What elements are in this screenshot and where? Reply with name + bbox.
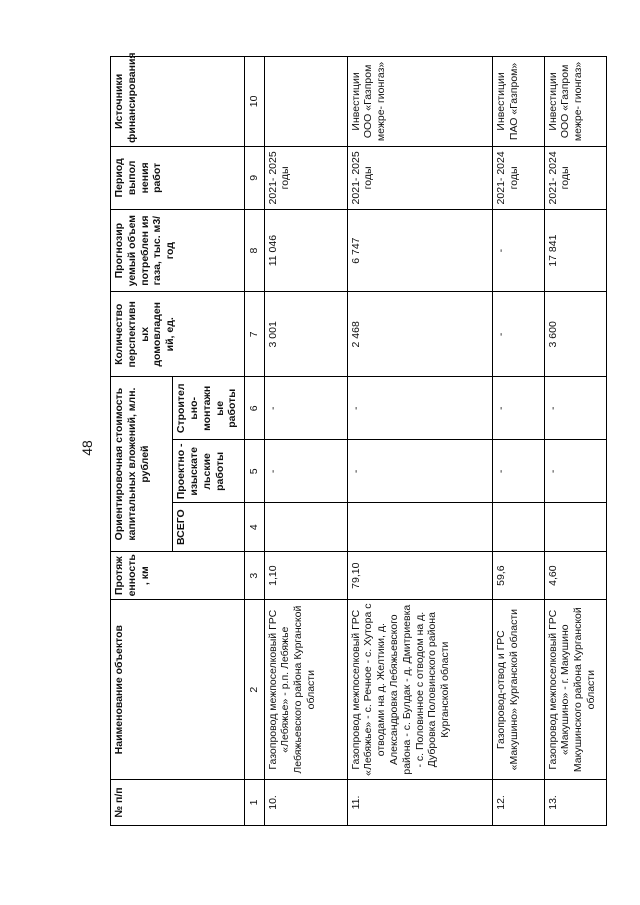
page-number: 48 [79,440,95,456]
header-cost-construction: Строител ьно- монтажн ые работы [173,377,245,440]
cell-design: - [264,440,347,503]
investment-table [110,52,607,826]
cell-period: 2021- 2025 годы [264,146,347,209]
cell-total [347,503,492,552]
cell-design: - [347,440,492,503]
header-source: Источники финансирования [111,57,245,147]
table-row [492,57,544,826]
index-cell: 1 [244,779,264,825]
cell-total [264,503,347,552]
cell-length: 4,60 [544,551,606,600]
header-row-1 [111,57,173,826]
index-cell: 2 [244,600,264,780]
cell-source: Инвестиции ООО «Газпром межре- гионгаз» [544,57,606,147]
cell-name: Газопровод межпоселковый ГРС «Макушино» - г. Макушино Макушинского района Курганской области [544,600,606,780]
header-cost: Ориентировочная стоимость капитальных вложений, млн. рублей [111,377,173,552]
cell-construction: - [347,377,492,440]
cell-name: Газопровод межпоселковый ГРС «Лебяжье» - р.п. Лебяжье Лебяжьевского района Курганской области [264,600,347,780]
cell-length: 59,6 [492,551,544,600]
header-cost-total: ВСЕГО [173,503,245,552]
index-cell: 9 [244,146,264,209]
index-cell: 8 [244,209,264,291]
cell-period: 2021- 2025 годы [347,146,492,209]
index-cell: 6 [244,377,264,440]
cell-num: 11. [347,779,492,825]
header-cost-design: Проектно - изыскате льские работы [173,440,245,503]
cell-households: 3 600 [544,292,606,377]
cell-total [492,503,544,552]
cell-design: - [492,440,544,503]
cell-length: 79,10 [347,551,492,600]
header-period: Период выпол нения работ [111,146,245,209]
index-cell: 4 [244,503,264,552]
index-cell: 3 [244,551,264,600]
cell-design: - [544,440,606,503]
cell-source [264,57,347,147]
cell-total [544,503,606,552]
index-row [244,57,264,826]
cell-source: Инвестиции ООО «Газпром межре- гионгаз» [347,57,492,147]
table-row [347,57,492,826]
header-num: № п/п [111,779,245,825]
cell-period: 2021- 2024 годы [492,146,544,209]
cell-construction: - [264,377,347,440]
header-households: Количество перспективн ых домовладен ий, ед. [111,292,245,377]
cell-source: Инвестиции ПАО «Газпром» [492,57,544,147]
cell-construction: - [544,377,606,440]
cell-num: 12. [492,779,544,825]
table-row [544,57,606,826]
cell-gas: 11 046 [264,209,347,291]
cell-period: 2021- 2024 годы [544,146,606,209]
index-cell: 10 [244,57,264,147]
index-cell: 5 [244,440,264,503]
cell-length: 1,10 [264,551,347,600]
cell-gas: 17 841 [544,209,606,291]
cell-num: 13. [544,779,606,825]
cell-construction: - [492,377,544,440]
header-name: Наименование объектов [111,600,245,780]
header-length: Протяж енность , км [111,551,245,600]
cell-gas: 6 747 [347,209,492,291]
cell-households: - [492,292,544,377]
cell-name: Газопровод межпоселковый ГРС «Лебяжье» - с. Речное - с. Хутора с отводами на д. Желтики, д. Александровка Лебяжьевского района - с. Булдак - д. Дмитриевка - с. Половинное с отводом на д. Дубровка Половинского района Курганской области [347,600,492,780]
cell-households: 2 468 [347,292,492,377]
cell-name: Газопровод-отвод и ГРС «Макушино» Курганской области [492,600,544,780]
cell-households: 3 001 [264,292,347,377]
rotated-table-wrapper [110,52,607,826]
table-row [264,57,347,826]
cell-gas: - [492,209,544,291]
header-gas-volume: Прогнозир уемый объем потреблен ия газа, тыс. м3/год [111,209,245,291]
cell-num: 10. [264,779,347,825]
index-cell: 7 [244,292,264,377]
